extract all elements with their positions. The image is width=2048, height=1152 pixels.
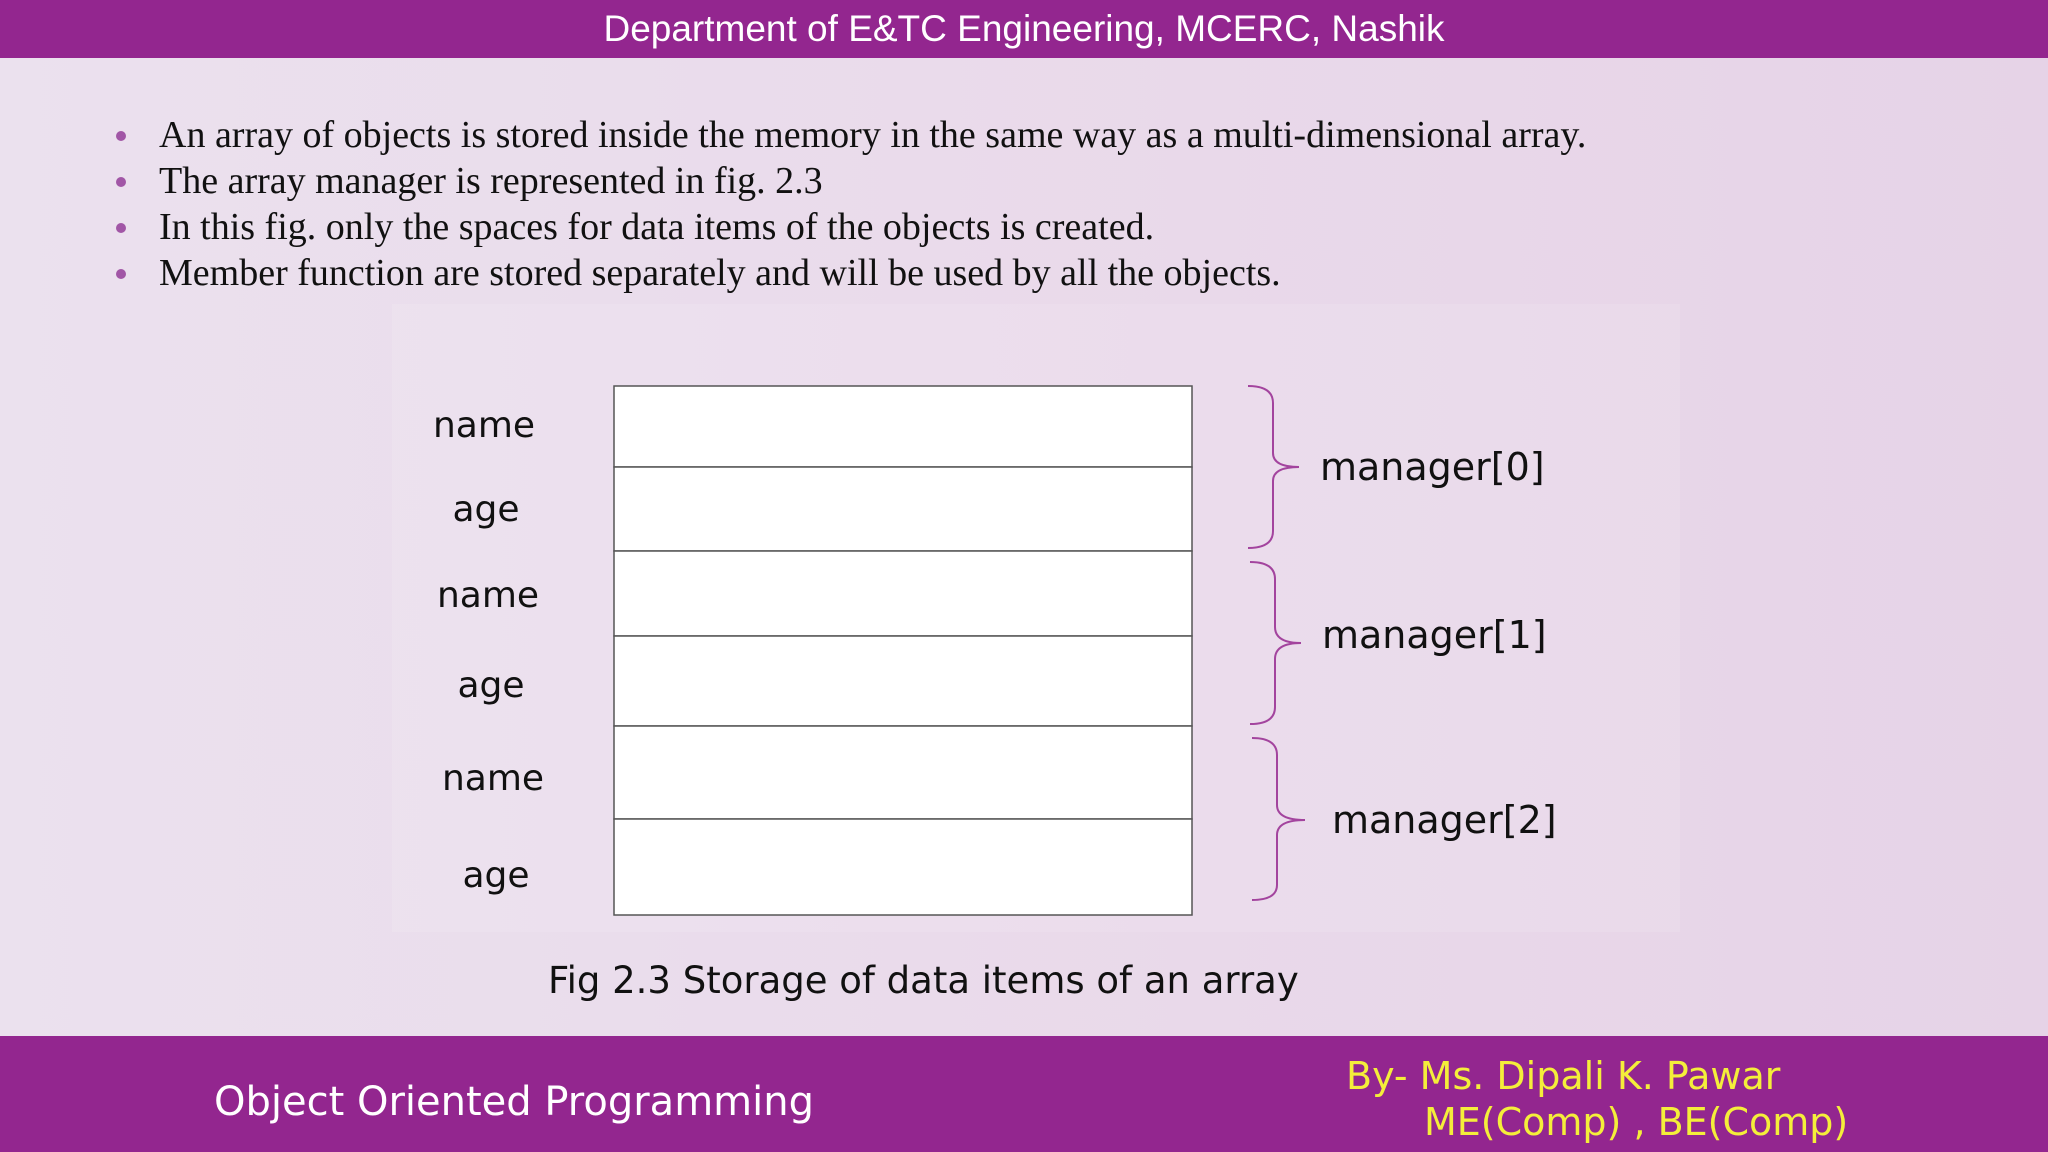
curly-brace-icon: [1252, 738, 1305, 900]
author-name: By- Ms. Dipali K. Pawar: [1346, 1054, 1781, 1098]
group-label: manager[2]: [1332, 798, 1557, 842]
header-title: Department of E&TC Engineering, MCERC, Nashik: [603, 8, 1445, 49]
bullet-text: An array of objects is stored inside the memory in the same way as a multi-dimensional array.: [159, 114, 1587, 156]
author-qualification: ME(Comp) , BE(Comp): [1424, 1100, 1849, 1144]
bullet-text: In this fig. only the spaces for data items of the objects is created.: [159, 206, 1155, 248]
group-label: manager[0]: [1320, 445, 1545, 489]
bullet-text: The array manager is represented in fig. 2.3: [159, 160, 823, 202]
memory-cell: [614, 551, 1192, 636]
row-label: age: [452, 489, 520, 530]
memory-cell: [614, 467, 1192, 551]
memory-cell: [614, 819, 1192, 915]
memory-cell: [614, 636, 1192, 726]
memory-cell: [614, 726, 1192, 819]
course-title: Object Oriented Programming: [214, 1079, 814, 1125]
group-label: manager[1]: [1322, 613, 1547, 657]
row-label: name: [441, 758, 545, 799]
bullet-text: Member function are stored separately and will be used by all the objects.: [159, 252, 1281, 294]
curly-brace-icon: [1250, 562, 1301, 724]
row-label: name: [436, 575, 540, 616]
curly-brace-icon: [1248, 386, 1299, 548]
figure-caption: Fig 2.3 Storage of data items of an array: [548, 959, 1299, 1002]
memory-cell: [614, 386, 1192, 467]
row-label: age: [457, 665, 525, 706]
row-label: name: [432, 405, 536, 446]
row-label: age: [462, 855, 530, 896]
